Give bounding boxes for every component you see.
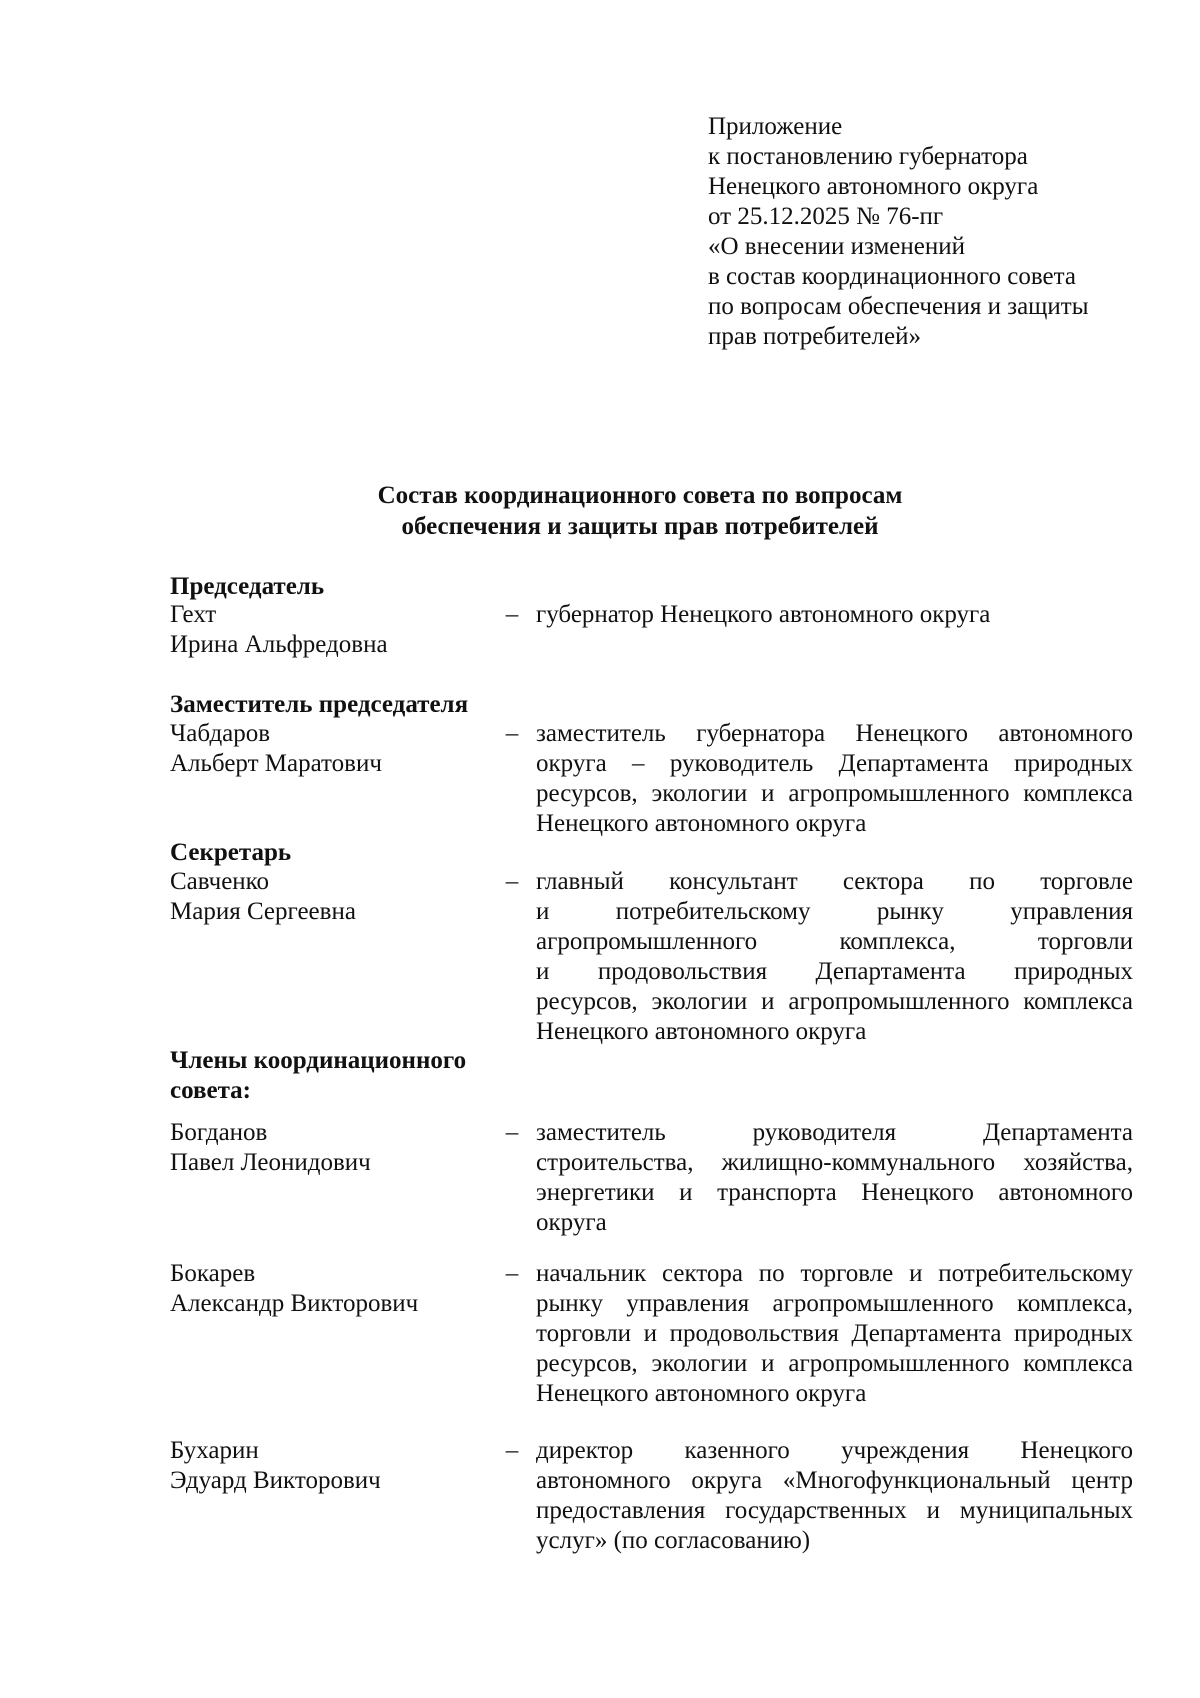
duty-line: Ненецкого автономного округа	[536, 810, 867, 837]
member-given-names: Павел Леонидович	[170, 1149, 371, 1176]
appendix-line: прав потребителей»	[708, 323, 921, 350]
duty-line: и продовольствия Департамента природных	[536, 958, 1133, 985]
members-heading-line-1: Члены координационного	[170, 1047, 467, 1074]
deputy-name	[170, 719, 500, 779]
duty-line: заместитель руководителя Департамента	[536, 1119, 1133, 1146]
member-dash: –	[505, 1119, 519, 1146]
duty-line: ресурсов, экологии и агропромышленного комплекса	[536, 780, 1133, 807]
secretary-surname: Савченко	[170, 868, 270, 895]
member-surname: Бокарев	[170, 1260, 256, 1287]
chair-given-names: Ирина Альфредовна	[170, 631, 388, 658]
appendix-line: в состав координационного совета	[708, 263, 1076, 290]
member-dash: –	[505, 1260, 519, 1287]
member-duty	[536, 1259, 1133, 1409]
member-duty	[536, 1436, 1133, 1556]
member-name	[170, 1118, 500, 1178]
duty-line: автономного округа «Многофункциональный центр	[536, 1467, 1133, 1494]
document-title	[170, 480, 1110, 542]
chair-name	[170, 600, 500, 660]
secretary-dash: –	[505, 868, 519, 895]
duty-line: начальник сектора по торговле и потребительскому	[536, 1260, 1133, 1287]
secretary-given-names: Мария Сергеевна	[170, 898, 356, 925]
duty-line: рынку управления агропромышленного комплекса,	[536, 1290, 1133, 1317]
deputy-given-names: Альберт Маратович	[170, 750, 382, 777]
member-surname: Бухарин	[170, 1437, 259, 1464]
member-name	[170, 1259, 500, 1319]
duty-line: заместитель губернатора Ненецкого автономного	[536, 720, 1133, 747]
title-line-1: Состав координационного совета по вопросам	[377, 482, 903, 509]
duty-line: директор казенного учреждения Ненецкого	[536, 1437, 1133, 1464]
secretary-duty	[536, 867, 1133, 1047]
member-given-names: Эдуард Викторович	[170, 1467, 381, 1494]
chair-heading: Председатель	[170, 573, 325, 600]
members-heading-line-2: совета:	[170, 1077, 251, 1104]
duty-line: энергетики и транспорта Ненецкого автономного	[536, 1179, 1133, 1206]
appendix-line: Приложение	[708, 113, 843, 140]
chair-duty	[536, 600, 1133, 630]
appendix-header	[708, 112, 1148, 352]
duty-line: предоставления государственных и муниципальных	[536, 1497, 1133, 1524]
duty-line: и потребительскому рынку управления	[536, 898, 1133, 925]
duty-line: агропромышленного комплекса, торговли	[536, 928, 1133, 955]
chair-dash: –	[505, 601, 519, 628]
appendix-line: к постановлению губернатора	[708, 143, 1028, 170]
appendix-line: «О внесении изменений	[708, 233, 966, 260]
deputy-dash: –	[505, 720, 519, 747]
member-name	[170, 1436, 500, 1496]
duty-line: главный консультант сектора по торговле	[536, 868, 1133, 895]
duty-line: округа – руководитель Департамента природных	[536, 750, 1133, 777]
deputy-duty	[536, 719, 1133, 839]
deputy-surname: Чабдаров	[170, 720, 271, 747]
duty-line: торговли и продовольствия Департамента природных	[536, 1320, 1133, 1347]
duty-line: ресурсов, экологии и агропромышленного комплекса	[536, 988, 1133, 1015]
appendix-line: от 25.12.2025 № 76-пг	[708, 203, 944, 230]
deputy-heading: Заместитель председателя	[170, 691, 469, 718]
appendix-line: по вопросам обеспечения и защиты	[708, 293, 1089, 320]
member-dash: –	[505, 1437, 519, 1464]
secretary-name	[170, 867, 500, 927]
appendix-line: Ненецкого автономного округа	[708, 173, 1039, 200]
secretary-heading: Секретарь	[170, 839, 292, 866]
members-heading	[170, 1046, 500, 1106]
duty-line: ресурсов, экологии и агропромышленного комплекса	[536, 1350, 1133, 1377]
duty-line: губернатор Ненецкого автономного округа	[536, 601, 991, 628]
member-given-names: Александр Викторович	[170, 1290, 419, 1317]
duty-line: округа	[536, 1209, 607, 1236]
member-duty	[536, 1118, 1133, 1238]
duty-line: Ненецкого автономного округа	[536, 1018, 867, 1045]
chair-surname: Гехт	[170, 601, 217, 628]
duty-line: Ненецкого автономного округа	[536, 1380, 867, 1407]
duty-line: услуг» (по согласованию)	[536, 1527, 811, 1554]
title-line-2: обеспечения и защиты прав потребителей	[401, 513, 879, 540]
duty-line: строительства, жилищно-коммунального хозяйства,	[536, 1149, 1133, 1176]
member-surname: Богданов	[170, 1119, 268, 1146]
